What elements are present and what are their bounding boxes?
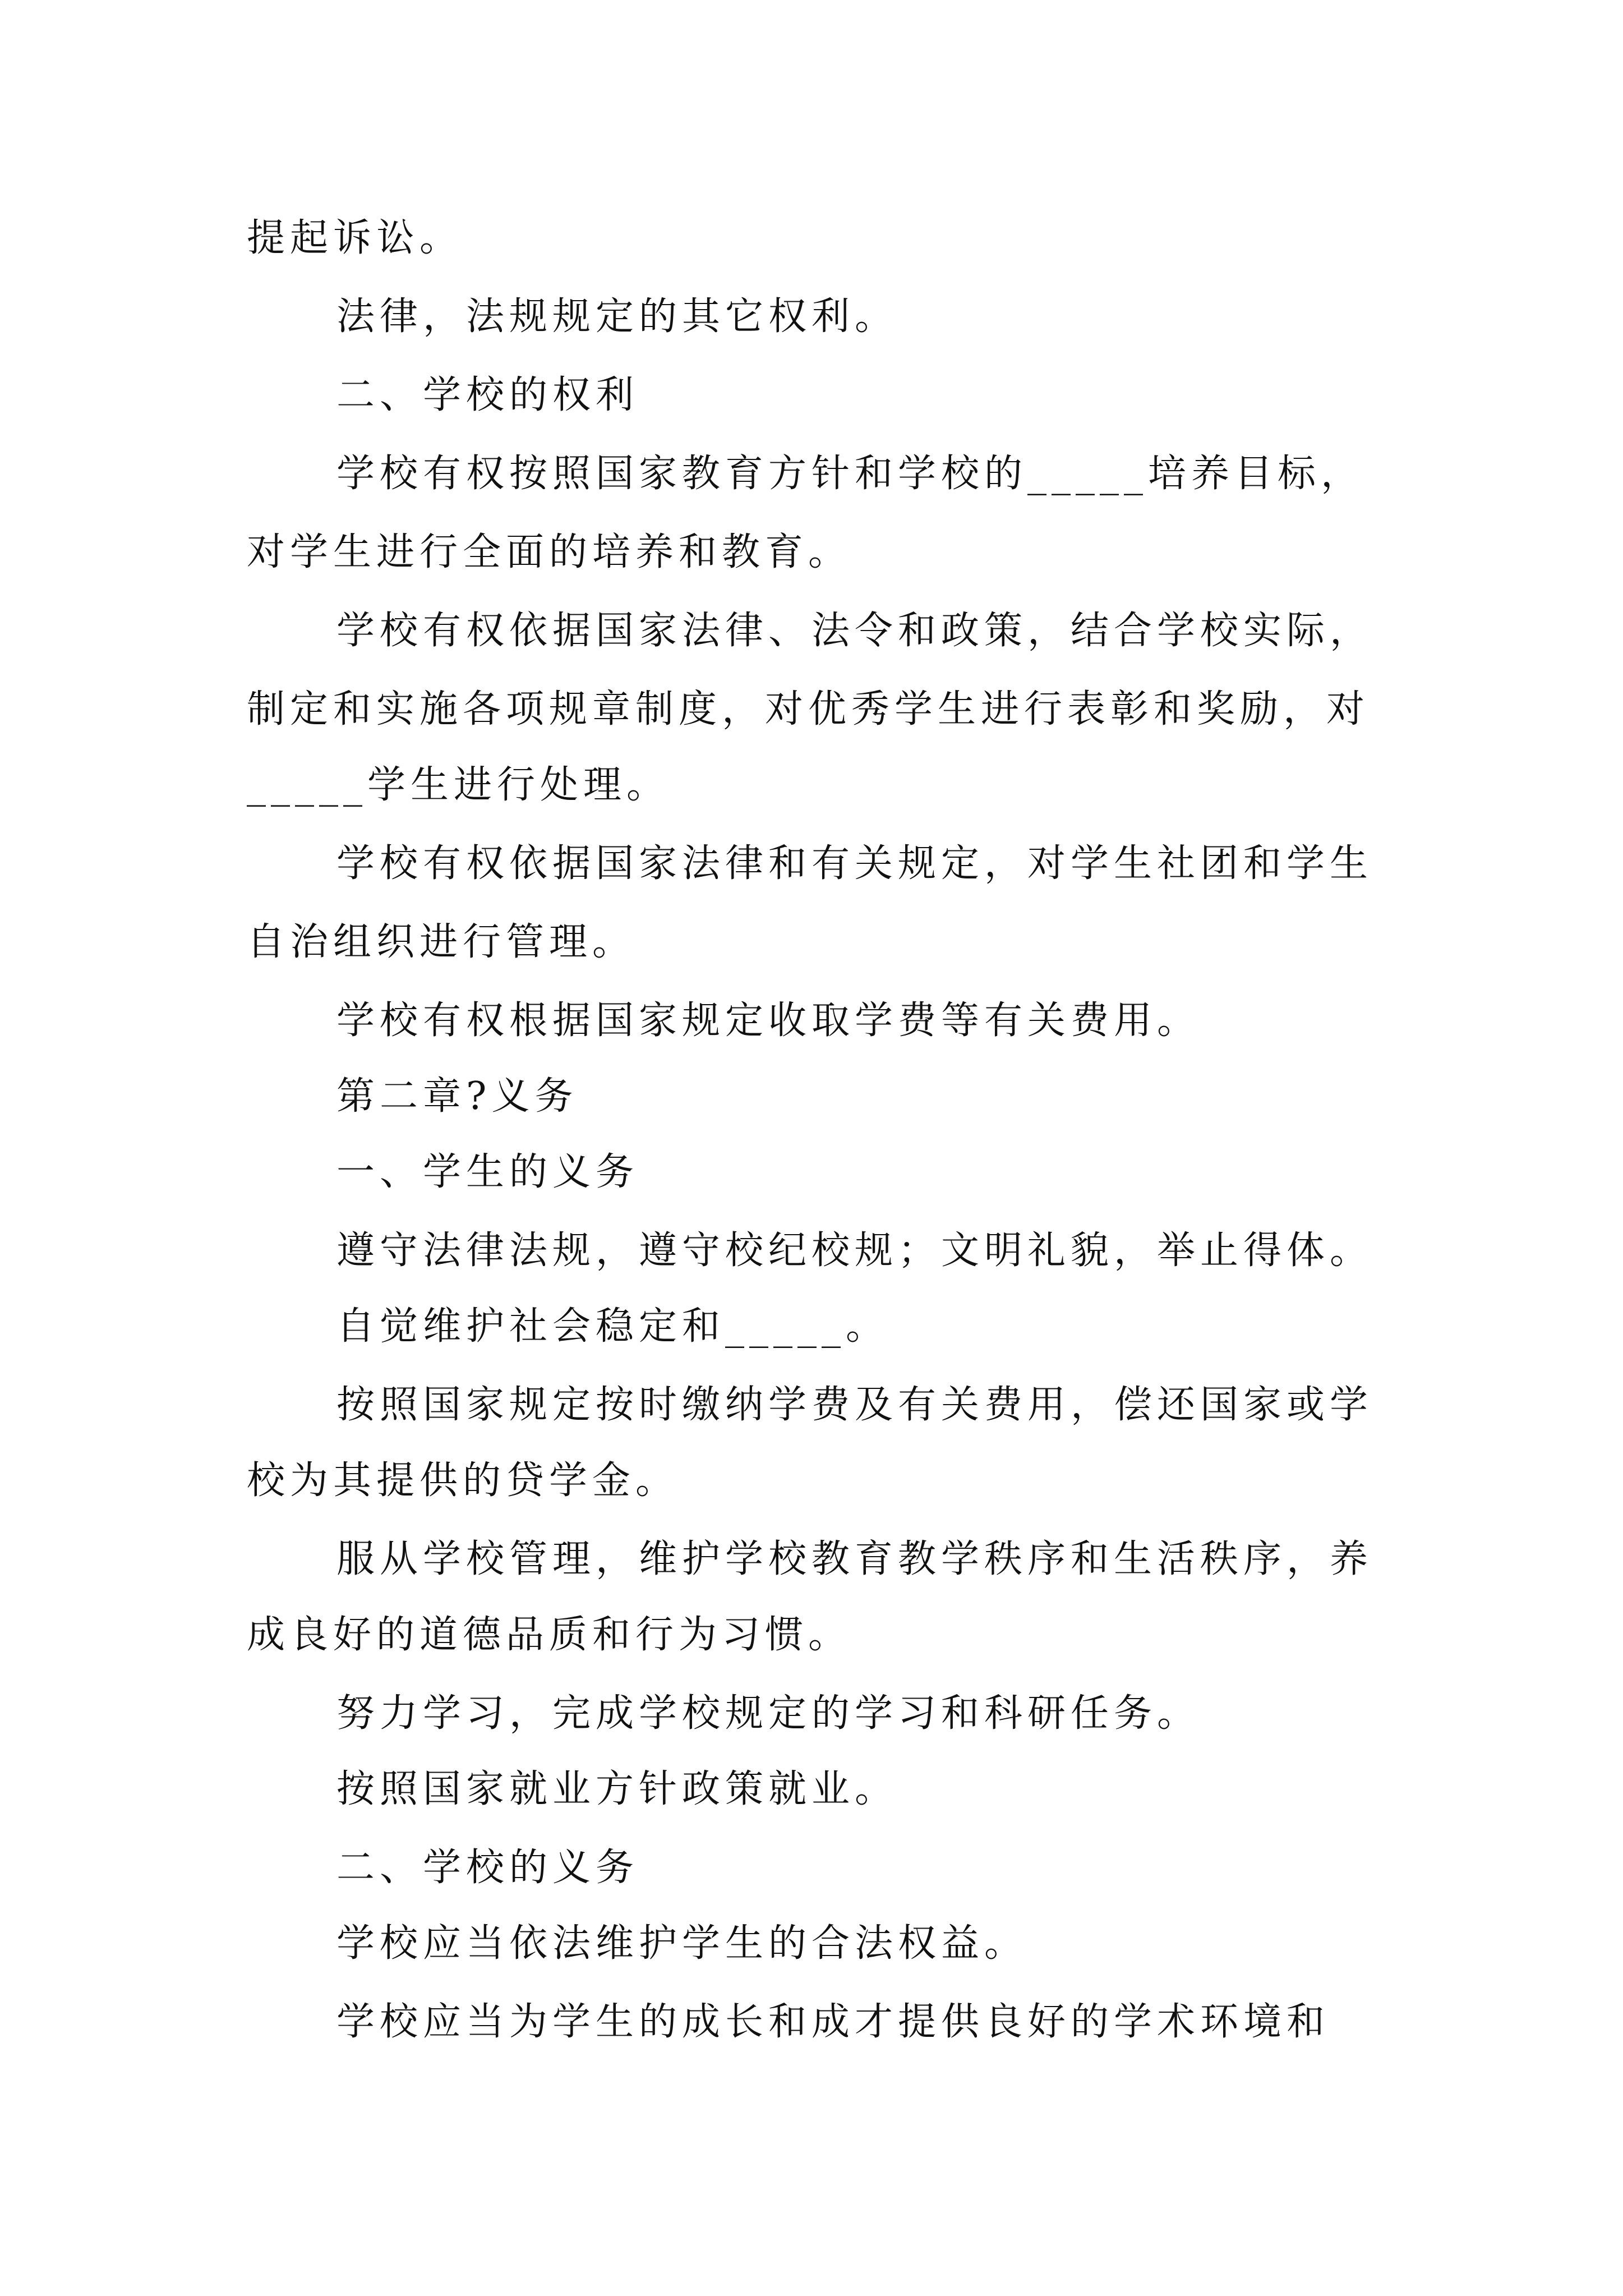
body-line: _____学生进行处理。	[247, 763, 670, 807]
body-line: 遵守法律法规，遵守校纪校规；文明礼貌，举止得体。	[336, 1228, 1373, 1273]
body-line: 校为其提供的贷学金。	[247, 1458, 679, 1503]
body-line: 努力学习，完成学校规定的学习和科研任务。	[336, 1691, 1201, 1736]
body-line: 提起诉讼。	[247, 216, 463, 260]
body-line: 学校有权按照国家教育方针和学校的_____培养目标，	[336, 452, 1364, 496]
body-line: 学校应当为学生的成长和成才提供良好的学术环境和	[336, 2000, 1330, 2044]
body-line: 按照国家规定按时缴纳学费及有关费用，偿还国家或学	[336, 1383, 1373, 1427]
body-line: 制定和实施各项规章制度，对优秀学生进行表彰和奖励，对	[247, 687, 1370, 731]
body-line: 按照国家就业方针政策就业。	[336, 1767, 898, 1811]
body-line: 学校有权根据国家规定收取学费等有关费用。	[336, 999, 1201, 1043]
body-line: 成良好的道德品质和行为习惯。	[247, 1613, 852, 1657]
body-line: 自治组织进行管理。	[247, 920, 636, 964]
section-heading: 一、学生的义务	[336, 1150, 639, 1194]
section-heading: 二、学校的义务	[336, 1846, 639, 1890]
chapter-heading: 第二章?义务	[336, 1074, 578, 1119]
section-heading: 二、学校的权利	[336, 373, 639, 417]
body-line: 法律，法规规定的其它权利。	[336, 295, 898, 339]
body-line: 学校有权依据国家法律和有关规定，对学生社团和学生	[336, 841, 1373, 886]
body-line: 学校应当依法维护学生的合法权益。	[336, 1921, 1028, 1966]
body-line: 服从学校管理，维护学校教育教学秩序和生活秩序，养	[336, 1537, 1373, 1581]
body-line: 对学生进行全面的培养和教育。	[247, 530, 852, 574]
body-line: 学校有权依据国家法律、法令和政策，结合学校实际，	[336, 609, 1373, 653]
body-line: 自觉维护社会稳定和_____。	[336, 1304, 889, 1349]
